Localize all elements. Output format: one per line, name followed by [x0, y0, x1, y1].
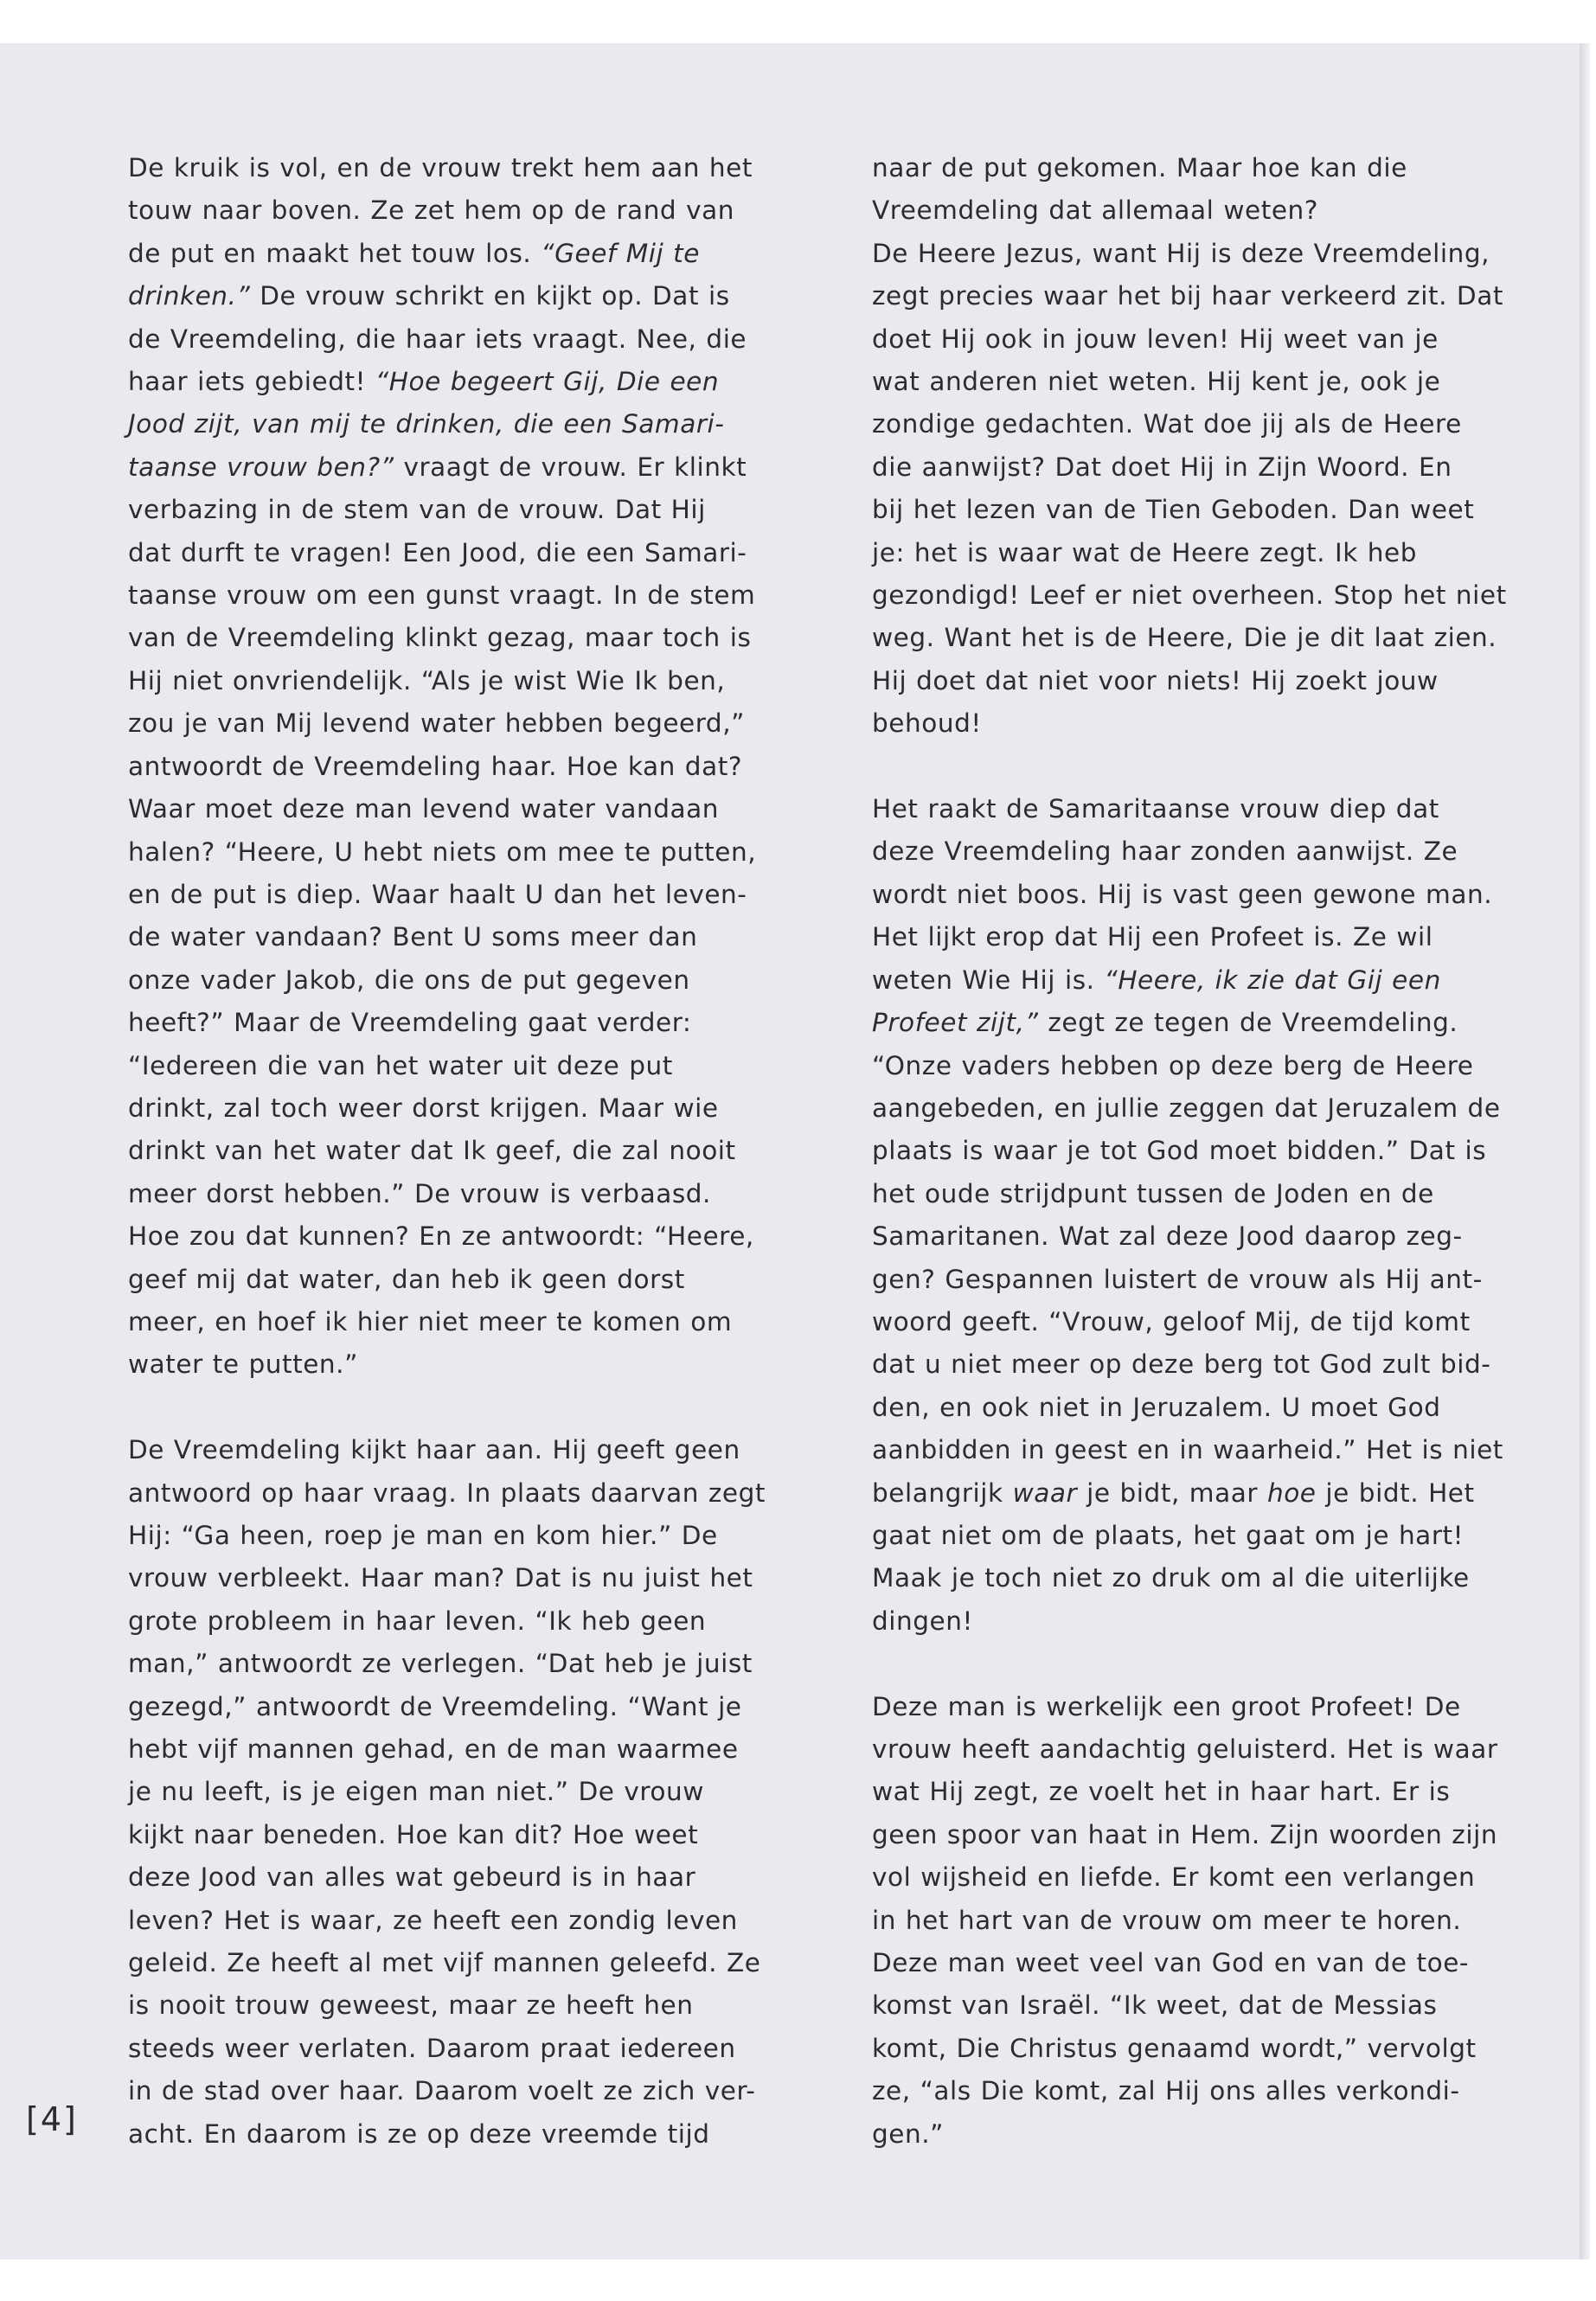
paragraph [872, 147, 1529, 746]
italic-quote: hoe [1266, 1477, 1317, 1508]
page-number: [4] [26, 2100, 78, 2138]
text-run: De vrouw schrikt en kijkt op. Dat is de Vreemdeling, die haar iets vraagt. Nee, die haar iets gebiedt! [128, 281, 747, 397]
paragraph [128, 147, 785, 1387]
text-run: je bidt. Het gaat niet om de plaats, het gaat om je hart! Maak je toch niet zo druk om al die uiterlijke dingen! [872, 1477, 1475, 1636]
text-run: naar de put gekomen. Maar hoe kan die Vreemdeling dat allemaal weten? De Heere Jezus, want Hij is deze Vreemdeling, zegt precies waar het bij haar verkeerd zit. Dat doet Hij ook in jouw leven! Hij weet van je wat anderen niet weten. Hij kent je, ook je zondige gedachten. Wat doe jij als de Heere die aanwijst? Dat doet Hij in Zijn Woord. En bij het lezen van de Tien Geboden. Dan weet je: het is waar wat de Heere zegt. Ik heb gezondigd! Leef er niet overheen. Stop het niet weg. Want het is de Heere, Die je dit laat zien. Hij doet dat niet voor niets! Hij zoekt jouw behoud! [872, 153, 1507, 739]
left-column [128, 147, 785, 2156]
paragraph-gap [128, 1387, 785, 1429]
paragraph [872, 1686, 1529, 2156]
italic-quote: “Hoe begeert Gij, Die een Jood zijt, van mij te drinken, die een Samari- taanse vrouw ben?” [128, 367, 725, 482]
page-spine [1580, 43, 1590, 2259]
italic-quote: waar [1012, 1477, 1078, 1508]
text-run: Deze man is werkelijk een groot Profeet! De vrouw heeft aandachtig geluisterd. Het is waar wat Hij zegt, ze voelt het in haar hart. Er is geen spoor van haat in Hem. Zijn woorden zijn vol wijsheid en liefde. Er komt een verlangen in het hart van de vrouw om meer te horen. Deze man weet veel van God en van de toe- komst van Israël. “Ik weet, dat de Messias komt, Die Christus genaamd wordt,” vervolgt ze, “als Die komt, zal Hij ons alles verkondi- gen.” [872, 1691, 1498, 2149]
italic-quote: “Geef Mij te drinken.” [128, 238, 700, 311]
italic-quote: “Heere, ik zie dat Gij een Profeet zijt,” [872, 965, 1441, 1038]
text-run: zegt ze tegen de Vreemdeling. “Onze vaders hebben op deze berg de Heere aangebeden, en jullie zeggen dat Jeruzalem de plaats is waar je tot God moet bidden.” Dat is het oude strijdpunt tussen de Joden en de Samaritanen. Wat zal deze Jood daarop zeg- gen? Gespannen luistert de vrouw als Hij ant- woord geeft. “Vrouw, geloof Mij, de tijd komt dat u niet meer op deze berg tot God zult bid- den, en ook niet in Jeruzalem. U moet God aanbidden in geest en in waarheid.” Het is niet belangrijk [872, 1008, 1503, 1508]
text-run: Het raakt de Samaritaanse vrouw diep dat deze Vreemdeling haar zonden aanwijst. Ze wordt niet boos. Hij is vast geen gewone man. Het lijkt erop dat Hij een Profeet is. Ze wil weten Wie Hij is. [872, 794, 1493, 995]
text-run: De Vreemdeling kijkt haar aan. Hij geeft geen antwoord op haar vraag. In plaats daarvan zegt Hij: “Ga heen, roep je man en kom hier.” De vrouw verbleekt. Haar man? Dat is nu juist het grote probleem in haar leven. “Ik heb geen man,” antwoordt ze verlegen. “Dat heb je juist gezegd,” antwoordt de Vreemdeling. “Want je hebt vijf mannen gehad, en de man waarmee je nu leeft, is je eigen man niet.” De vrouw kijkt naar beneden. Hoe kan dit? Hoe weet deze Jood van alles wat gebeurd is in haar leven? Het is waar, ze heeft een zondig leven geleid. Ze heeft al met vijf mannen geleefd. Ze is nooit trouw geweest, maar ze heeft hen steeds weer verlaten. Daarom praat iedereen in de stad over haar. Daarom voelt ze zich ver- acht. En daarom is ze op deze vreemde tijd [128, 1435, 766, 2149]
paragraph [128, 1429, 785, 2156]
text-run: je bidt, maar [1077, 1477, 1267, 1508]
text-run: vraagt de vrouw. Er klinkt verbazing in de stem van de vrouw. Dat Hij dat durft te vragen! Een Jood, die een Samari- taanse vrouw om een gunst vraagt. In de stem van de Vreemdeling klinkt gezag, maar toch is Hij niet onvriendelijk. “Als je wist Wie Ik ben, zou je van Mij levend water hebben begeerd,” antwoordt de Vreemdeling haar. Hoe kan dat? Waar moet deze man levend water vandaan halen? “Heere, U hebt niets om mee te putten, en de put is diep. Waar haalt U dan het leven- de water vandaan? Bent U soms meer dan onze vader Jakob, die ons de put gegeven heeft?” Maar de Vreemdeling gaat verder: “Iedereen die van het water uit deze put drinkt, zal toch weer dorst krijgen. Maar wie drinkt van het water dat Ik geef, die zal nooit meer dorst hebben.” De vrouw is verbaasd. Hoe zou dat kunnen? En ze antwoordt: “Heere, geef mij dat water, dan heb ik geen dorst meer, en hoef ik hier niet meer te komen om water te putten.” [128, 452, 757, 1380]
paragraph-gap [872, 1643, 1529, 1685]
right-column [872, 147, 1529, 2156]
text-run: De kruik is vol, en de vrouw trekt hem aan het touw naar boven. Ze zet hem op de rand van de put en maakt het touw los. [128, 153, 753, 268]
paragraph-gap [872, 746, 1529, 788]
paragraph [872, 788, 1529, 1643]
